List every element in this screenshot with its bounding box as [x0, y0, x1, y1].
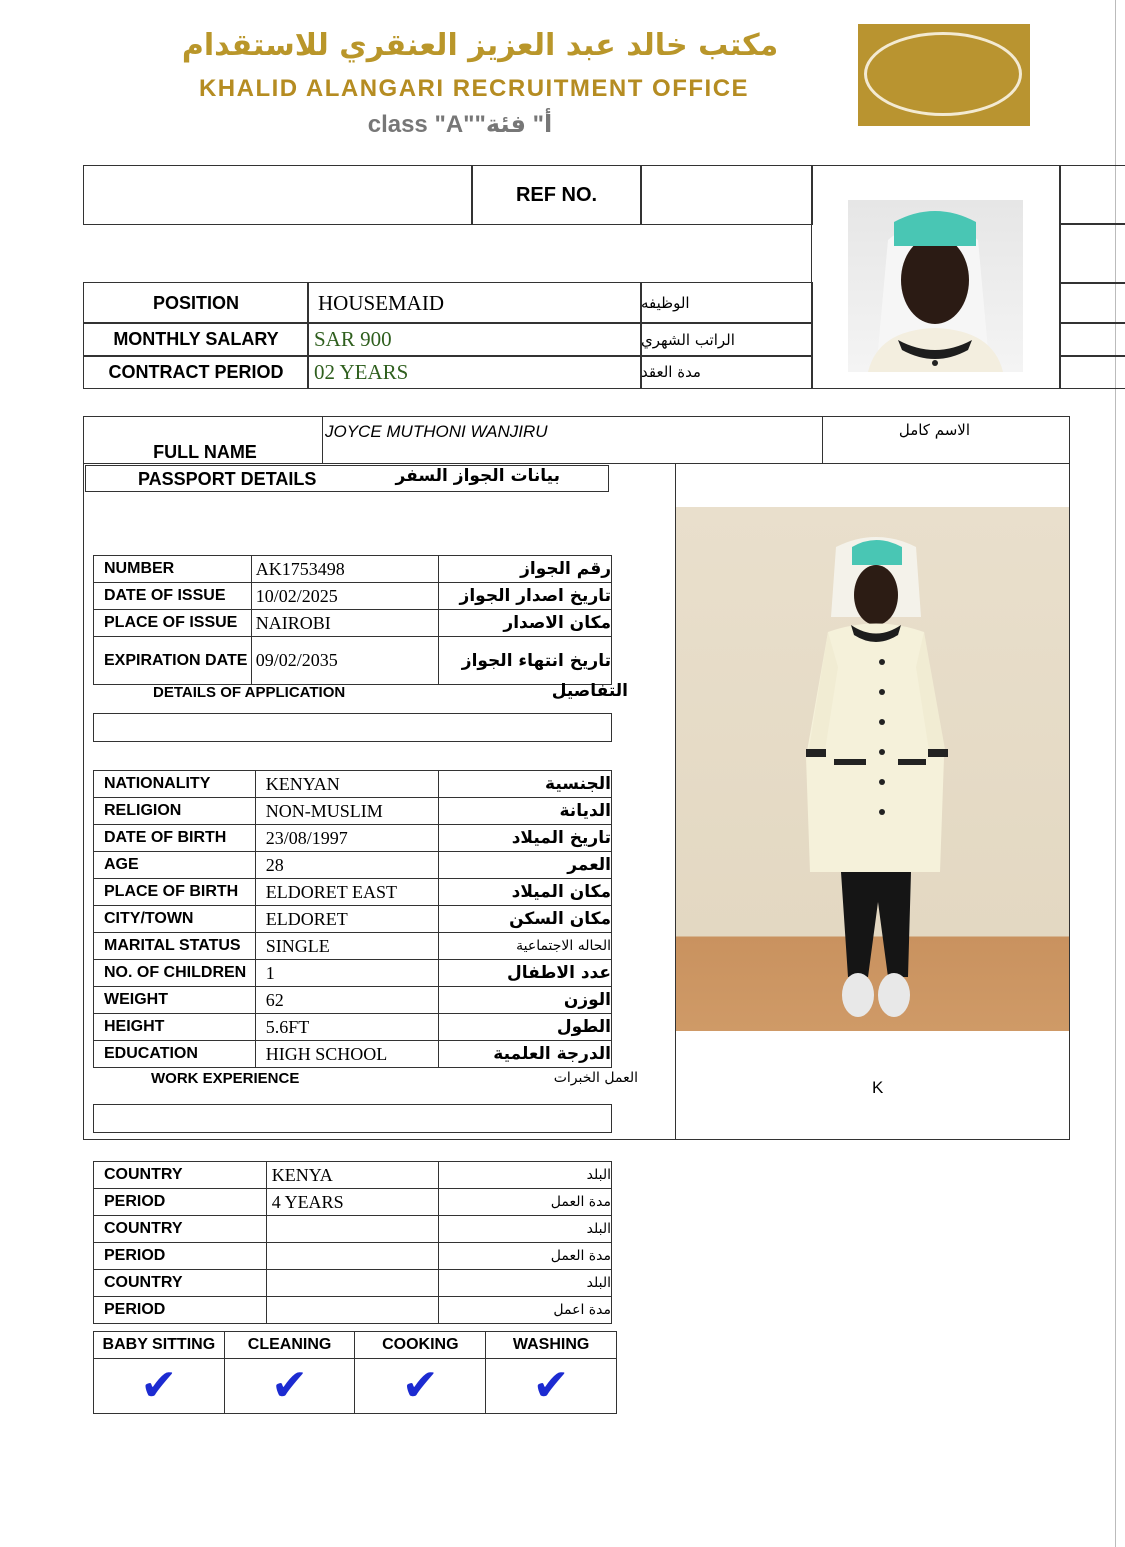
table-cell: NAIROBI — [251, 610, 439, 637]
application-blank-field — [93, 713, 612, 742]
check-icon: ✔ — [140, 1361, 178, 1410]
table-cell: تاريخ اصدار الجواز — [439, 583, 612, 610]
table-cell — [486, 1359, 617, 1414]
table-row — [94, 906, 612, 933]
table-cell: NUMBER — [94, 556, 252, 583]
table-cell: 1 — [255, 960, 439, 987]
table-cell: SINGLE — [255, 933, 439, 960]
table-cell: مدة العمل — [439, 1189, 612, 1216]
side-cell — [1059, 355, 1125, 389]
table-cell: NON-MUSLIM — [255, 798, 439, 825]
table-row — [94, 1189, 612, 1216]
full-name-arabic: الاسم كامل — [898, 421, 970, 439]
skills-table — [93, 1331, 617, 1414]
full-name-value: JOYCE MUTHONI WANJIRU — [325, 422, 548, 441]
table-cell: HEIGHT — [94, 1014, 256, 1041]
table-row — [94, 1243, 612, 1270]
table-cell: MARITAL STATUS — [94, 933, 256, 960]
table-row — [94, 637, 612, 685]
table-cell: RELIGION — [94, 798, 256, 825]
table-row — [94, 1216, 612, 1243]
table-cell: 09/02/2035 — [251, 637, 439, 685]
table-cell: AK1753498 — [251, 556, 439, 583]
candidate-photo — [848, 200, 1023, 372]
table-cell: العمر — [439, 852, 612, 879]
skills-header-row — [94, 1332, 617, 1359]
office-arabic-name: مكتب خالد عبد العزيز العنقري للاستقدام — [181, 28, 779, 63]
work-experience-blank-field — [93, 1104, 612, 1133]
work-experience-table — [93, 1161, 612, 1324]
table-cell: COUNTRY — [94, 1162, 267, 1189]
table-cell — [266, 1243, 439, 1270]
salary-value: SAR 900 — [307, 322, 642, 357]
full-name-label: FULL NAME — [153, 441, 257, 462]
table-cell: 28 — [255, 852, 439, 879]
candidate-full-photo — [676, 507, 1069, 1031]
ref-no-value — [640, 165, 813, 225]
contract-arabic: مدة العقد — [640, 355, 813, 389]
table-row — [94, 1297, 612, 1324]
check-icon: ✔ — [532, 1361, 570, 1410]
table-row — [94, 1014, 612, 1041]
table-cell: HIGH SCHOOL — [255, 1041, 439, 1068]
table-cell: مكان الاصدار — [439, 610, 612, 637]
contract-label: CONTRACT PERIOD — [83, 355, 309, 389]
table-row — [94, 798, 612, 825]
table-cell: مكان الميلاد — [439, 879, 612, 906]
table-cell: 23/08/1997 — [255, 825, 439, 852]
side-cell — [1059, 165, 1125, 225]
table-cell: NATIONALITY — [94, 771, 256, 798]
table-cell: COUNTRY — [94, 1216, 267, 1243]
table-cell: COUNTRY — [94, 1270, 267, 1297]
blank-cell — [83, 165, 473, 225]
application-title-arabic: التفاصيل — [551, 681, 628, 701]
table-cell: الطول — [439, 1014, 612, 1041]
position-arabic: الوظيفه — [640, 282, 813, 324]
check-icon: ✔ — [271, 1361, 309, 1410]
table-row — [94, 825, 612, 852]
table-cell: PLACE OF ISSUE — [94, 610, 252, 637]
table-cell: DATE OF ISSUE — [94, 583, 252, 610]
table-cell: الجنسية — [439, 771, 612, 798]
table-cell: الوزن — [439, 987, 612, 1014]
table-cell: PERIOD — [94, 1297, 267, 1324]
table-cell: رقم الجواز — [439, 556, 612, 583]
side-cell — [1059, 322, 1125, 357]
side-cell — [1059, 223, 1125, 284]
table-row — [94, 987, 612, 1014]
table-cell: CITY/TOWN — [94, 906, 256, 933]
table-row — [94, 583, 612, 610]
photo-caption: K — [872, 1078, 884, 1097]
skill-washing-label: WASHING — [486, 1332, 617, 1359]
table-cell: PERIOD — [94, 1243, 267, 1270]
office-logo — [858, 24, 1030, 126]
table-cell: 5.6FT — [255, 1014, 439, 1041]
table-row — [94, 960, 612, 987]
salary-arabic: الراتب الشهري — [640, 322, 813, 357]
skill-cleaning-label: CLEANING — [224, 1332, 355, 1359]
row-divider — [822, 416, 823, 464]
table-cell: البلد — [439, 1216, 612, 1243]
ref-no-label: REF NO. — [471, 165, 642, 225]
table-cell: الديانة — [439, 798, 612, 825]
skill-cooking-label: COOKING — [355, 1332, 486, 1359]
passport-table — [93, 555, 612, 685]
table-cell: مكان السكن — [439, 906, 612, 933]
check-icon: ✔ — [401, 1361, 439, 1410]
table-cell: 10/02/2025 — [251, 583, 439, 610]
salary-label: MONTHLY SALARY — [83, 322, 309, 357]
table-row — [94, 1162, 612, 1189]
table-cell: تاريخ انتهاء الجواز — [439, 637, 612, 685]
table-cell: EXPIRATION DATE — [94, 637, 252, 685]
table-cell — [266, 1297, 439, 1324]
table-row — [94, 879, 612, 906]
table-cell: عدد الاطفال — [439, 960, 612, 987]
table-cell — [355, 1359, 486, 1414]
position-label: POSITION — [83, 282, 309, 324]
table-cell: مدة العمل — [439, 1243, 612, 1270]
skill-baby-sitting-label: BABY SITTING — [94, 1332, 225, 1359]
passport-title-arabic: بيانات الجواز السفر — [395, 466, 560, 486]
table-cell — [266, 1270, 439, 1297]
position-value: HOUSEMAID — [307, 282, 642, 324]
table-cell: DATE OF BIRTH — [94, 825, 256, 852]
table-cell: تاريخ الميلاد — [439, 825, 612, 852]
table-cell: KENYA — [266, 1162, 439, 1189]
table-cell — [94, 1359, 225, 1414]
table-cell: AGE — [94, 852, 256, 879]
row-divider — [83, 463, 1070, 464]
skills-check-row — [94, 1359, 617, 1414]
table-cell: 62 — [255, 987, 439, 1014]
table-cell: البلد — [439, 1270, 612, 1297]
application-title: DETAILS OF APPLICATION — [153, 684, 346, 701]
table-cell: EDUCATION — [94, 1041, 256, 1068]
table-row — [94, 1041, 612, 1068]
table-cell: مدة اعمل — [439, 1297, 612, 1324]
contract-value: 02 YEARS — [307, 355, 642, 389]
office-english-name: KHALID ALANGARI RECRUITMENT OFFICE — [198, 75, 750, 102]
table-cell: KENYAN — [255, 771, 439, 798]
table-row — [94, 771, 612, 798]
table-cell: الحاله الاجتماعية — [439, 933, 612, 960]
table-cell: 4 YEARS — [266, 1189, 439, 1216]
work-experience-title: WORK EXPERIENCE — [151, 1070, 300, 1087]
table-row — [94, 610, 612, 637]
table-row — [94, 1270, 612, 1297]
side-cell — [1059, 282, 1125, 324]
table-cell: PLACE OF BIRTH — [94, 879, 256, 906]
table-cell: NO. OF CHILDREN — [94, 960, 256, 987]
table-cell: ELDORET — [255, 906, 439, 933]
table-cell: WEIGHT — [94, 987, 256, 1014]
application-table — [93, 770, 612, 1068]
table-cell: الدرجة العلمية — [439, 1041, 612, 1068]
table-row — [94, 933, 612, 960]
table-cell — [224, 1359, 355, 1414]
table-cell — [266, 1216, 439, 1243]
table-row — [94, 852, 612, 879]
row-divider — [322, 416, 323, 464]
office-class: class "A""أ" فئة — [367, 111, 553, 138]
passport-title: PASSPORT DETAILS — [138, 469, 317, 489]
table-cell: البلد — [439, 1162, 612, 1189]
table-cell: PERIOD — [94, 1189, 267, 1216]
table-row — [94, 556, 612, 583]
table-cell: ELDORET EAST — [255, 879, 439, 906]
work-experience-title-arabic: العمل الخبرات — [553, 1070, 638, 1086]
